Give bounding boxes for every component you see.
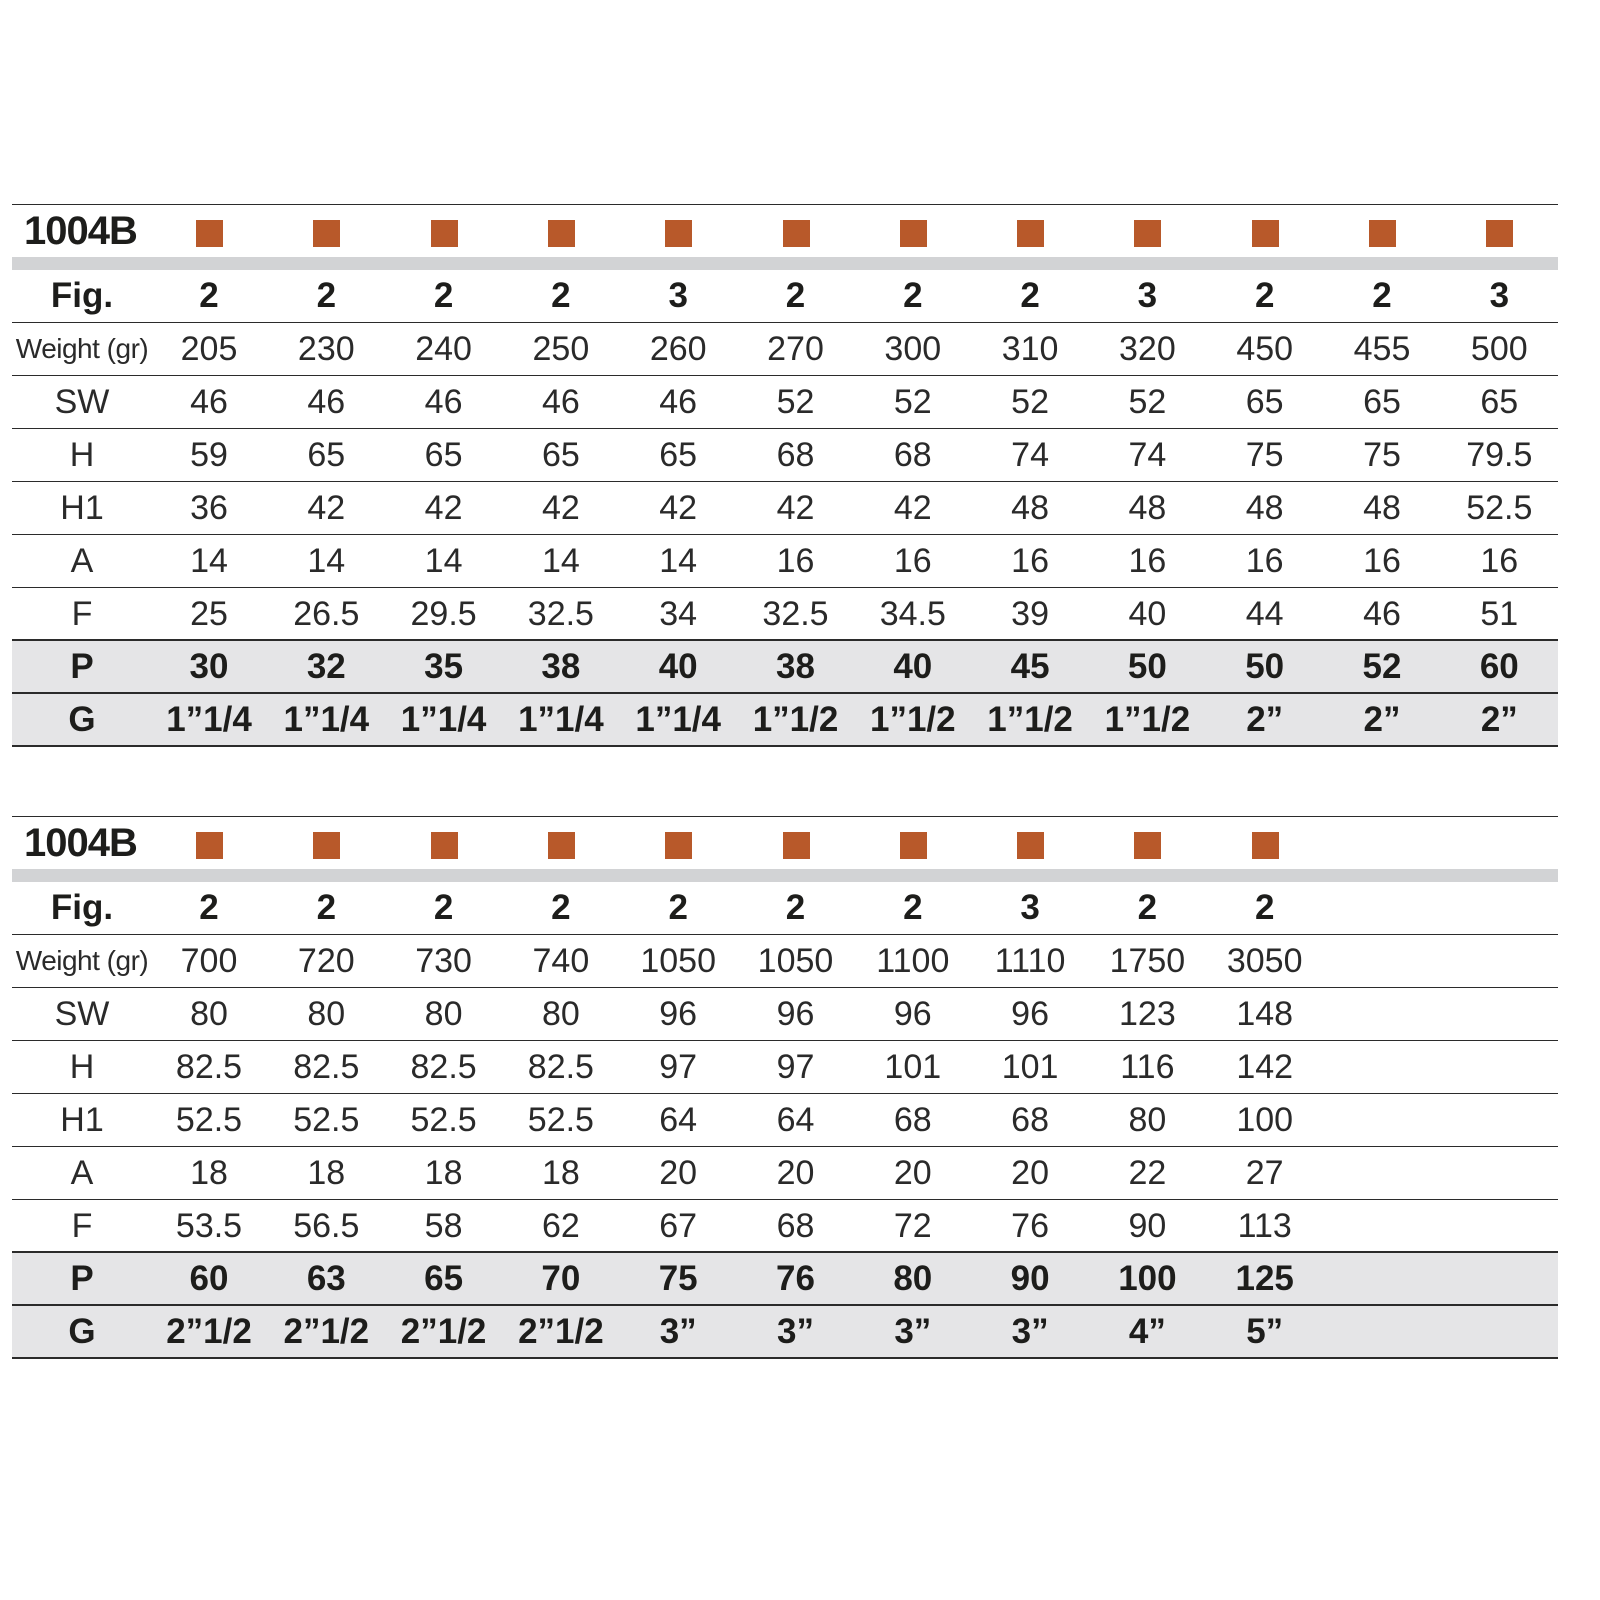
table-cell: 5”: [1246, 1312, 1284, 1351]
table-cell: 1”1/4: [518, 700, 604, 739]
table-cell: 65: [541, 436, 580, 474]
table-cell: 1050: [640, 942, 716, 980]
table-cell: 2: [199, 276, 219, 315]
table-row: [12, 1147, 1558, 1200]
table-cell: 18: [424, 1154, 463, 1192]
table-cell: 80: [190, 995, 228, 1033]
table-cell: 72: [893, 1207, 932, 1245]
table-cell: 2: [316, 888, 337, 927]
finish-swatch-icon: [1017, 832, 1044, 859]
table-cell: 20: [659, 1154, 698, 1192]
table-cell: 90: [1010, 1259, 1050, 1298]
table-cell: 42: [424, 489, 463, 527]
table-cell: 29.5: [410, 595, 477, 633]
table-cell: 52: [1011, 383, 1049, 421]
table-cell: 16: [893, 542, 932, 580]
finish-swatch-icon: [548, 220, 575, 247]
table-cell: 16: [1128, 542, 1167, 580]
row-label: Fig.: [50, 888, 114, 927]
table-cell: 450: [1236, 330, 1294, 368]
table-cell: 27: [1245, 1154, 1284, 1192]
table-cell: 53.5: [175, 1207, 243, 1245]
table-cell: 52.5: [527, 1101, 594, 1139]
finish-swatch-icon: [548, 832, 575, 859]
finish-swatch-icon: [431, 832, 458, 859]
table-cell: 123: [1119, 995, 1176, 1033]
table-cell: 40: [893, 647, 933, 686]
table-cell: 18: [190, 1154, 228, 1192]
table-cell: 52: [1362, 647, 1402, 686]
table-cell: 64: [659, 1101, 698, 1139]
table-cell: 2”: [1246, 700, 1284, 739]
table-cell: 52.5: [410, 1101, 477, 1139]
table-cell: 2: [433, 276, 454, 315]
finish-swatch-icon: [783, 220, 810, 247]
table-cell: 45: [1010, 647, 1050, 686]
table-cell: 2: [668, 888, 688, 927]
table-row: [12, 429, 1558, 482]
table-cell: 68: [893, 1101, 932, 1139]
table-cell: 42: [307, 489, 346, 527]
table-header: [12, 817, 1558, 869]
table-cell: 16: [1363, 542, 1401, 580]
table-cell: 82.5: [175, 1048, 243, 1086]
table-cell: 65: [424, 1259, 464, 1298]
table-cell: 260: [649, 330, 707, 368]
table-cell: 1”1/4: [283, 700, 370, 739]
row-label: SW: [54, 995, 110, 1033]
table-cell: 42: [659, 489, 698, 527]
table-cell: 1100: [876, 942, 950, 980]
table-cell: 39: [1011, 595, 1049, 633]
table-cell: 455: [1353, 330, 1411, 368]
table-cell: 42: [893, 489, 932, 527]
table-cell: 310: [1001, 330, 1059, 368]
table-cell: 67: [659, 1207, 698, 1245]
table-cell: 1”1/2: [1104, 700, 1191, 739]
table-cell: 30: [189, 647, 229, 686]
table-cell: 79.5: [1466, 436, 1533, 474]
finish-swatch-icon: [431, 220, 458, 247]
table-cell: 3”: [777, 1312, 814, 1351]
table-cell: 2: [1372, 276, 1392, 315]
table-row: [12, 1306, 1558, 1359]
table-cell: 2”1/2: [283, 1312, 370, 1351]
table-cell: 100: [1236, 1101, 1294, 1139]
row-label: A: [70, 542, 94, 580]
table-cell: 730: [415, 942, 472, 980]
table-cell: 125: [1235, 1259, 1294, 1298]
table-cell: 75: [658, 1259, 698, 1298]
finish-swatch-icon: [313, 220, 340, 247]
table-row: [12, 1094, 1558, 1147]
table-cell: 3”: [659, 1312, 697, 1351]
table-cell: 2”1/2: [518, 1312, 604, 1351]
table-cell: 52: [893, 383, 932, 421]
table-cell: 2”: [1480, 700, 1518, 739]
table-cell: 16: [776, 542, 815, 580]
table-cell: 20: [776, 1154, 815, 1192]
row-label: P: [70, 1259, 94, 1298]
table-row: [12, 694, 1558, 747]
table-row: [12, 376, 1558, 429]
table-cell: 1”1/2: [752, 700, 839, 739]
table-cell: 22: [1128, 1154, 1167, 1192]
table-cell: 14: [307, 542, 346, 580]
table-cell: 60: [1479, 647, 1519, 686]
table-cell: 2”1/2: [400, 1312, 487, 1351]
table-cell: 2: [551, 888, 571, 927]
table-cell: 38: [541, 647, 581, 686]
table-cell: 2: [551, 276, 571, 315]
row-label: G: [68, 1312, 96, 1351]
finish-swatch-icon: [1486, 220, 1513, 247]
table-cell: 2”1/2: [166, 1312, 252, 1351]
row-label: H: [69, 436, 95, 474]
table-cell: 36: [190, 489, 228, 527]
table-cell: 205: [180, 330, 238, 368]
spec-table-1: [12, 204, 1558, 747]
table-cell: 74: [1128, 436, 1167, 474]
table-cell: 48: [1128, 489, 1167, 527]
table-cell: 2: [903, 888, 923, 927]
table-cell: 2: [433, 888, 454, 927]
table-cell: 1”1/4: [400, 700, 487, 739]
table-cell: 44: [1245, 595, 1284, 633]
row-label: H: [69, 1048, 95, 1086]
row-label: P: [70, 647, 94, 686]
table-row: [12, 641, 1558, 694]
row-label: Fig.: [50, 276, 114, 315]
table-cell: 68: [893, 436, 932, 474]
finish-swatch-icon: [1252, 220, 1279, 247]
table-cell: 40: [1128, 595, 1167, 633]
finish-swatch-icon: [783, 832, 810, 859]
table-cell: 2: [316, 276, 337, 315]
table-cell: 2: [199, 888, 219, 927]
table-cell: 116: [1120, 1048, 1175, 1086]
table-row: [12, 535, 1558, 588]
table-cell: 16: [1480, 542, 1519, 580]
table-cell: 96: [776, 995, 815, 1033]
table-cell: 270: [767, 330, 824, 368]
finish-swatch-icon: [900, 220, 927, 247]
table-cell: 3: [668, 276, 688, 315]
table-cell: 97: [776, 1048, 815, 1086]
table-cell: 740: [532, 942, 590, 980]
table-cell: 20: [1011, 1154, 1049, 1192]
table-cell: 52: [1128, 383, 1167, 421]
table-cell: 320: [1119, 330, 1176, 368]
table-row: [12, 1200, 1558, 1253]
table-cell: 34.5: [879, 595, 946, 633]
finish-swatch-icon: [1134, 220, 1161, 247]
table-cell: 52: [776, 383, 815, 421]
table-cell: 65: [1245, 383, 1284, 421]
finish-swatch-icon: [196, 220, 223, 247]
table-cell: 74: [1011, 436, 1049, 474]
table-cell: 80: [307, 995, 346, 1033]
table-cell: 52.5: [175, 1101, 243, 1139]
table-cell: 65: [1363, 383, 1401, 421]
model-code: 1004B: [24, 821, 137, 865]
table-cell: 500: [1470, 330, 1528, 368]
table-cell: 2: [1254, 888, 1275, 927]
row-label: F: [71, 1207, 93, 1245]
table-cell: 3: [1137, 276, 1158, 315]
finish-swatch-icon: [665, 832, 692, 859]
table-cell: 75: [1245, 436, 1284, 474]
table-cell: 20: [893, 1154, 932, 1192]
table-row: [12, 1041, 1558, 1094]
table-cell: 18: [541, 1154, 580, 1192]
table-cell: 14: [190, 542, 228, 580]
row-label: G: [68, 700, 96, 739]
finish-swatch-icon: [196, 832, 223, 859]
table-cell: 35: [424, 647, 464, 686]
row-label: F: [71, 595, 93, 633]
table-cell: 59: [190, 436, 228, 474]
table-cell: 76: [776, 1259, 815, 1298]
table-cell: 50: [1127, 647, 1167, 686]
table-cell: 80: [541, 995, 580, 1033]
table-cell: 2: [1137, 888, 1158, 927]
table-cell: 48: [1363, 489, 1401, 527]
table-cell: 40: [658, 647, 698, 686]
table-cell: 68: [1011, 1101, 1049, 1139]
table-cell: 300: [884, 330, 942, 368]
header-band: [12, 257, 1558, 270]
table-cell: 1”1/4: [635, 700, 721, 739]
table-cell: 50: [1245, 647, 1285, 686]
table-row: [12, 882, 1558, 935]
table-cell: 14: [659, 542, 698, 580]
table-cell: 46: [659, 383, 698, 421]
table-cell: 26.5: [293, 595, 360, 633]
table-cell: 1”1/4: [166, 700, 252, 739]
table-cell: 65: [307, 436, 346, 474]
table-cell: 32.5: [527, 595, 594, 633]
table-cell: 2: [1020, 276, 1040, 315]
table-cell: 1”1/2: [869, 700, 956, 739]
table-cell: 250: [532, 330, 590, 368]
row-label: A: [70, 1154, 94, 1192]
table-cell: 60: [189, 1259, 229, 1298]
table-row: [12, 482, 1558, 535]
header-band: [12, 869, 1558, 882]
table-cell: 25: [190, 595, 228, 633]
finish-swatch-icon: [1017, 220, 1044, 247]
table-cell: 70: [541, 1259, 581, 1298]
row-label: H1: [60, 1101, 104, 1139]
table-cell: 46: [541, 383, 580, 421]
table-cell: 1”1/2: [987, 700, 1073, 739]
table-cell: 56.5: [293, 1207, 360, 1245]
table-cell: 68: [776, 1207, 815, 1245]
table-cell: 3: [1020, 888, 1040, 927]
table-cell: 2: [903, 276, 923, 315]
table-cell: 52.5: [293, 1101, 360, 1139]
table-row: [12, 270, 1558, 323]
table-cell: 3: [1489, 276, 1510, 315]
table-cell: 1050: [757, 942, 834, 980]
table-cell: 62: [541, 1207, 580, 1245]
table-cell: 65: [1480, 383, 1519, 421]
row-label: Weight (gr): [15, 333, 149, 364]
table-cell: 46: [190, 383, 228, 421]
table-cell: 230: [297, 330, 355, 368]
table-cell: 2: [785, 276, 806, 315]
table-cell: 48: [1011, 489, 1049, 527]
table-cell: 97: [659, 1048, 698, 1086]
table-cell: 82.5: [293, 1048, 360, 1086]
finish-swatch-icon: [1369, 220, 1396, 247]
table-row: [12, 323, 1558, 376]
row-label: H1: [60, 489, 104, 527]
table-cell: 18: [307, 1154, 346, 1192]
table-row: [12, 988, 1558, 1041]
table-cell: 80: [1128, 1101, 1167, 1139]
table-cell: 82.5: [410, 1048, 477, 1086]
table-cell: 82.5: [527, 1048, 594, 1086]
table-cell: 101: [884, 1048, 942, 1086]
table-cell: 42: [541, 489, 580, 527]
table-cell: 48: [1245, 489, 1284, 527]
table-cell: 100: [1118, 1259, 1177, 1298]
table-cell: 14: [541, 542, 580, 580]
table-cell: 63: [306, 1259, 346, 1298]
table-cell: 65: [424, 436, 463, 474]
model-code: 1004B: [24, 209, 137, 253]
table-cell: 76: [1011, 1207, 1049, 1245]
table-cell: 3”: [894, 1312, 932, 1351]
table-cell: 80: [893, 1259, 933, 1298]
table-cell: 113: [1237, 1207, 1292, 1245]
table-cell: 51: [1480, 595, 1519, 633]
table-cell: 64: [776, 1101, 815, 1139]
table-cell: 4”: [1128, 1312, 1166, 1351]
table-cell: 90: [1128, 1207, 1167, 1245]
finish-swatch-icon: [313, 832, 340, 859]
finish-swatch-icon: [665, 220, 692, 247]
table-cell: 52.5: [1466, 489, 1533, 527]
table-cell: 46: [307, 383, 346, 421]
table-row: [12, 588, 1558, 641]
table-cell: 65: [659, 436, 698, 474]
table-cell: 75: [1363, 436, 1401, 474]
table-cell: 16: [1011, 542, 1049, 580]
table-cell: 700: [180, 942, 238, 980]
table-cell: 3050: [1226, 942, 1303, 980]
table-cell: 96: [893, 995, 932, 1033]
table-cell: 46: [424, 383, 463, 421]
table-cell: 720: [297, 942, 355, 980]
finish-swatch-icon: [1252, 832, 1279, 859]
table-cell: 80: [424, 995, 463, 1033]
table-cell: 1110: [994, 942, 1066, 980]
row-label: SW: [54, 383, 110, 421]
table-cell: 16: [1245, 542, 1284, 580]
finish-swatch-icon: [1134, 832, 1161, 859]
table-cell: 148: [1236, 995, 1294, 1033]
table-cell: 58: [424, 1207, 463, 1245]
table-cell: 101: [1001, 1048, 1059, 1086]
row-label: Weight (gr): [15, 945, 149, 976]
table-row: [12, 1253, 1558, 1306]
table-cell: 240: [415, 330, 472, 368]
table-cell: 34: [659, 595, 698, 633]
table-cell: 3”: [1011, 1312, 1049, 1351]
table-cell: 96: [1011, 995, 1049, 1033]
table-cell: 1750: [1109, 942, 1186, 980]
table-cell: 42: [776, 489, 815, 527]
table-cell: 96: [659, 995, 698, 1033]
table-cell: 142: [1236, 1048, 1294, 1086]
table-cell: 2: [1254, 276, 1275, 315]
table-cell: 68: [776, 436, 815, 474]
spec-table-2: [12, 816, 1558, 1359]
table-cell: 46: [1363, 595, 1401, 633]
finish-swatch-icon: [900, 832, 927, 859]
table-cell: 32: [306, 647, 346, 686]
table-header: [12, 205, 1558, 257]
table-cell: 38: [776, 647, 815, 686]
table-cell: 14: [424, 542, 463, 580]
table-row: [12, 935, 1558, 988]
table-cell: 2: [785, 888, 806, 927]
table-cell: 2”: [1363, 700, 1401, 739]
table-cell: 32.5: [762, 595, 829, 633]
